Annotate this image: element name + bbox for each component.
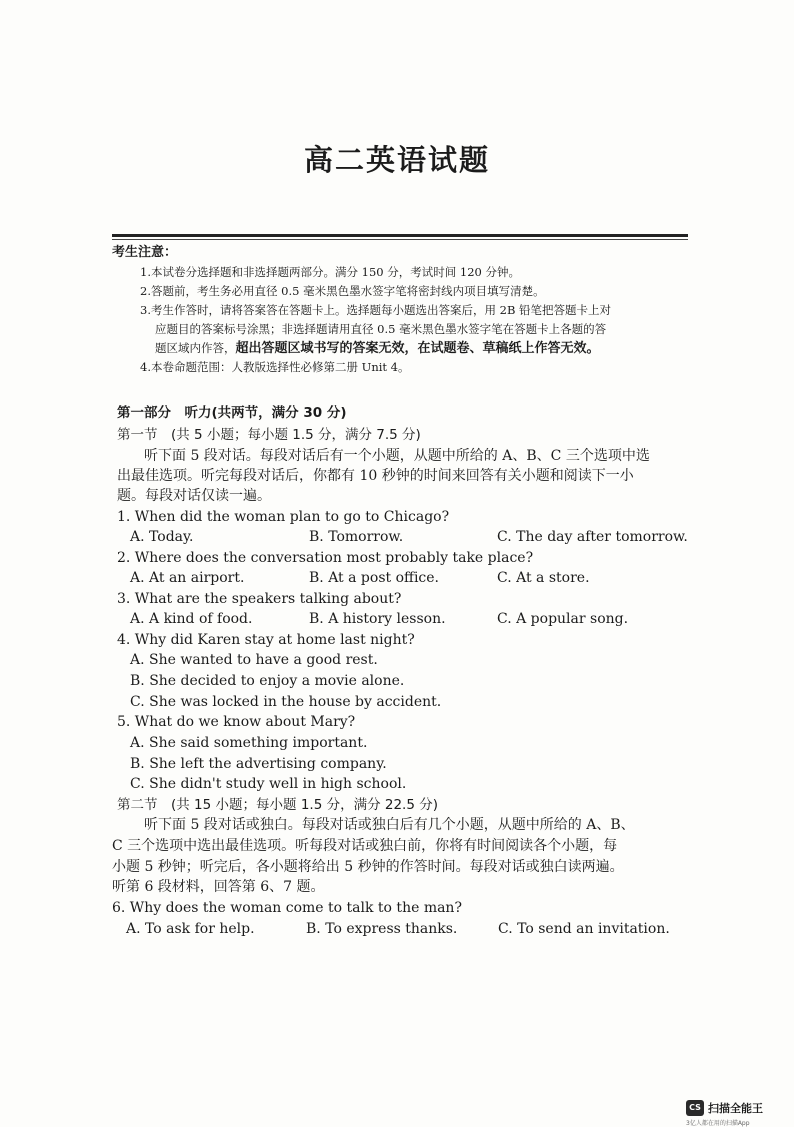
- q2-option-c: C. At a store.: [497, 570, 590, 586]
- notice-item-3-end: [155, 339, 600, 358]
- header-rule-thick: [112, 234, 688, 237]
- notice-item-3-cont: 应题目的答案标号涂黑；非选择题请用直径 0.5 毫米黑色墨水签字笔在答题卡上各题的答: [155, 322, 607, 336]
- q2-option-b: B. At a post office.: [309, 570, 440, 586]
- q3-option-c: C. A popular song.: [497, 611, 629, 627]
- part1-heading: 第一部分 听力(共两节，满分 30 分): [117, 405, 347, 421]
- section2-instr-4: 听第 6 段材料，回答第 6、7 题。: [112, 879, 325, 895]
- q1-option-a: A. Today.: [130, 529, 194, 545]
- notice-highlight: 超出答题区域书写的答案无效，在试题卷、草稿纸上作答无效。: [235, 341, 600, 356]
- q4-option-b: B. She decided to enjoy a movie alone.: [130, 673, 405, 689]
- q4-option-c: C. She was locked in the house by accident.: [130, 694, 442, 710]
- section1-instr-3: 题。每段对话仅读一遍。: [117, 488, 271, 504]
- notice-item-2: 2.答题前，考生务必用直径 0.5 毫米黑色墨水签字笔将密封线内项目填写清楚。: [140, 284, 545, 298]
- q5-option-a: A. She said something important.: [130, 735, 368, 751]
- page-title: 高二英语试题: [303, 143, 490, 177]
- question-4: 4. Why did Karen stay at home last night?: [117, 632, 415, 648]
- q5-option-c: C. She didn't study well in high school.: [130, 776, 407, 792]
- scanner-logo-icon: CS: [686, 1100, 704, 1116]
- scanner-app-name: 扫描全能王: [708, 1102, 763, 1115]
- q5-option-b: B. She left the advertising company.: [130, 756, 387, 772]
- q1-option-c: C. The day after tomorrow.: [497, 529, 688, 545]
- section2-instr-1: 听下面 5 段对话或独白。每段对话或独白后有几个小题，从题中所给的 A、B、: [144, 817, 635, 833]
- section2-instr-2: C 三个选项中选出最佳选项。听每段对话或独白前，你将有时间阅读各个小题，每: [112, 838, 618, 854]
- q1-option-b: B. Tomorrow.: [309, 529, 404, 545]
- notice-heading: 考生注意：: [112, 245, 178, 260]
- notice-item-3: 3.考生作答时，请将答案答在答题卡上。选择题每小题选出答案后，用 2B 铅笔把答题卡上对: [140, 303, 612, 317]
- section2-instr-3: 小题 5 秒钟；听完后，各小题将给出 5 秒钟的作答时间。每段对话或独白读两遍。: [112, 859, 624, 875]
- section1-heading: 第一节 (共 5 小题；每小题 1.5 分，满分 7.5 分): [117, 427, 421, 443]
- section1-instr-1: 听下面 5 段对话。每段对话后有一个小题，从题中所给的 A、B、C 三个选项中选: [144, 448, 650, 464]
- q4-option-a: A. She wanted to have a good rest.: [130, 652, 378, 668]
- q3-option-b: B. A history lesson.: [309, 611, 446, 627]
- q6-option-c: C. To send an invitation.: [498, 921, 670, 937]
- q6-option-b: B. To express thanks.: [306, 921, 458, 937]
- notice-item-4: 4.本卷命题范围：人教版选择性必修第二册 Unit 4。: [140, 360, 410, 374]
- question-1: 1. When did the woman plan to go to Chicago?: [117, 509, 450, 525]
- header-rule-thin: [112, 239, 688, 240]
- notice-item-1: 1.本试卷分选择题和非选择题两部分。满分 150 分，考试时间 120 分钟。: [140, 265, 520, 279]
- question-5: 5. What do we know about Mary?: [117, 714, 356, 730]
- question-6: 6. Why does the woman come to talk to the man?: [112, 900, 462, 916]
- question-2: 2. Where does the conversation most probably take place?: [117, 550, 534, 566]
- scanner-tagline: 3亿人都在用的扫描App: [686, 1120, 750, 1127]
- section2-heading: 第二节 (共 15 小题；每小题 1.5 分，满分 22.5 分): [117, 797, 438, 813]
- q2-option-a: A. At an airport.: [130, 570, 245, 586]
- question-3: 3. What are the speakers talking about?: [117, 591, 402, 607]
- notice-item-3-tail: 题区域内作答，: [155, 341, 236, 355]
- section1-instr-2: 出最佳选项。听完每段对话后，你都有 10 秒钟的时间来回答有关小题和阅读下一小: [117, 468, 634, 484]
- q3-option-a: A. A kind of food.: [130, 611, 253, 627]
- q6-option-a: A. To ask for help.: [126, 921, 255, 937]
